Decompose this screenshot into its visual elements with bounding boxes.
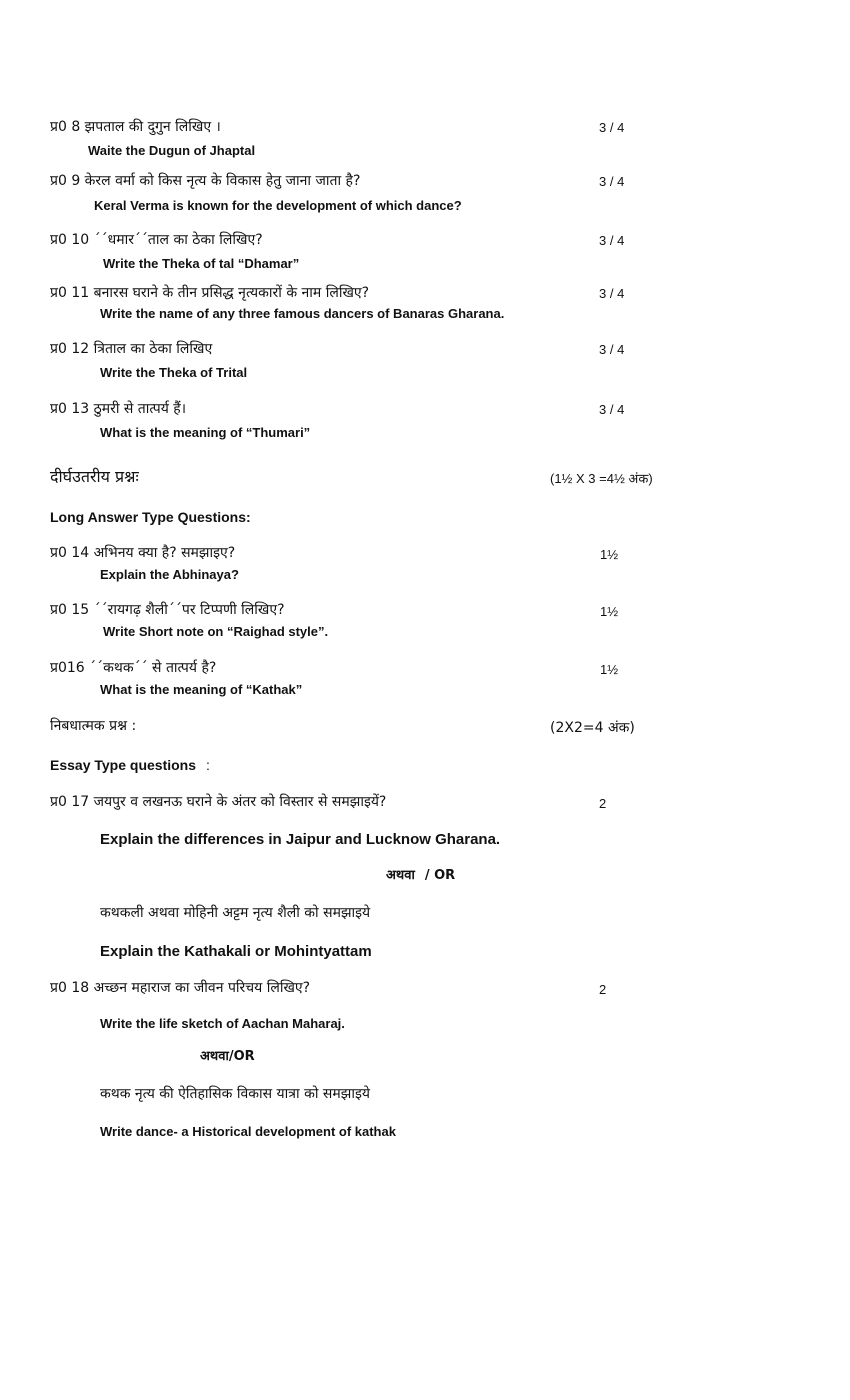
q8-hindi: प्र0 8 झपताल की दुगुन लिखिए । <box>50 119 221 135</box>
long-section-title-english: Long Answer Type Questions: <box>50 509 251 525</box>
q17-marks: 2 <box>599 796 607 811</box>
q18-hindi: प्र0 18 अच्छन महाराज का जीवन परिचय लिखिए? <box>50 980 311 996</box>
q9-hindi: प्र0 9 केरल वर्मा को किस नृत्य के विकास हेतु जाना जाता है? <box>50 173 361 189</box>
q9-english: Keral Verma is known for the development of which dance? <box>94 198 462 213</box>
q16-hindi: प्र016 ´´कथक´´ से तात्पर्य है? <box>50 660 217 676</box>
q15-hindi: प्र0 15 ´´रायगढ़ शैली´´पर टिप्पणी लिखिए? <box>50 602 285 618</box>
q11-hindi: प्र0 11 बनारस घराने के तीन प्रसिद्ध नृत्यकारों के नाम लिखिए? <box>50 285 370 301</box>
q14-hindi: प्र0 14 अभिनय क्या है? समझाइए? <box>50 545 236 561</box>
q15-marks: 1½ <box>600 604 619 619</box>
q17-alt-english: Explain the Kathakali or Mohintyattam <box>100 943 372 960</box>
q16-english: What is the meaning of “Kathak” <box>100 682 303 697</box>
q18-alt-english: Write dance- a Historical development of kathak <box>100 1124 396 1139</box>
q8-marks: 3 / 4 <box>599 120 625 135</box>
long-section-title-hindi: दीर्घउतरीय प्रश्नः <box>50 467 139 486</box>
q12-english: Write the Theka of Trital <box>100 365 248 380</box>
q11-english: Write the name of any three famous dancers of Banaras Gharana. <box>100 306 505 321</box>
q13-english: What is the meaning of “Thumari” <box>100 425 311 440</box>
q14-english: Explain the Abhinaya? <box>100 567 239 582</box>
q18-or-separator: अथवा/OR <box>200 1049 255 1064</box>
q16-marks: 1½ <box>600 662 619 677</box>
essay-section-title-hindi: निबधात्मक प्रश्न : <box>50 718 137 734</box>
q17-english: Explain the differences in Jaipur and Lucknow Gharana. <box>100 831 501 848</box>
q18-english: Write the life sketch of Aachan Maharaj. <box>100 1016 345 1031</box>
q12-marks: 3 / 4 <box>599 342 625 357</box>
q15-english: Write Short note on “Raighad style”. <box>103 624 329 639</box>
q14-marks: 1½ <box>600 547 619 562</box>
q11-marks: 3 / 4 <box>599 286 625 301</box>
q10-hindi: प्र0 10 ´´धमार´´ताल का ठेका लिखिए? <box>50 232 263 248</box>
essay-section-marks: (2X2=4 अंक) <box>550 720 635 736</box>
q13-hindi: प्र0 13 ठुमरी से तात्पर्य हैं। <box>50 401 187 417</box>
q17-hindi: प्र0 17 जयपुर व लखनऊ घराने के अंतर को विस्तार से समझाइयें? <box>50 794 387 810</box>
long-section-marks: (1½ X 3 =4½ अंक) <box>550 471 653 486</box>
q9-marks: 3 / 4 <box>599 174 625 189</box>
q10-english: Write the Theka of tal “Dhamar” <box>103 256 300 271</box>
q13-marks: 3 / 4 <box>599 402 625 417</box>
essay-section-title-english: Essay Type questions : <box>50 757 210 773</box>
q12-hindi: प्र0 12 त्रिताल का ठेका लिखिए <box>50 341 213 357</box>
q10-marks: 3 / 4 <box>599 233 625 248</box>
q17-or-separator: अथवा / OR <box>386 868 456 883</box>
q17-alt-hindi: कथकली अथवा मोहिनी अट्टम नृत्य शैली को समझाइये <box>100 905 371 921</box>
q18-marks: 2 <box>599 982 607 997</box>
q18-alt-hindi: कथक नृत्य की ऐतिहासिक विकास यात्रा को समझाइये <box>100 1086 370 1102</box>
q8-english: Waite the Dugun of Jhaptal <box>88 143 256 158</box>
